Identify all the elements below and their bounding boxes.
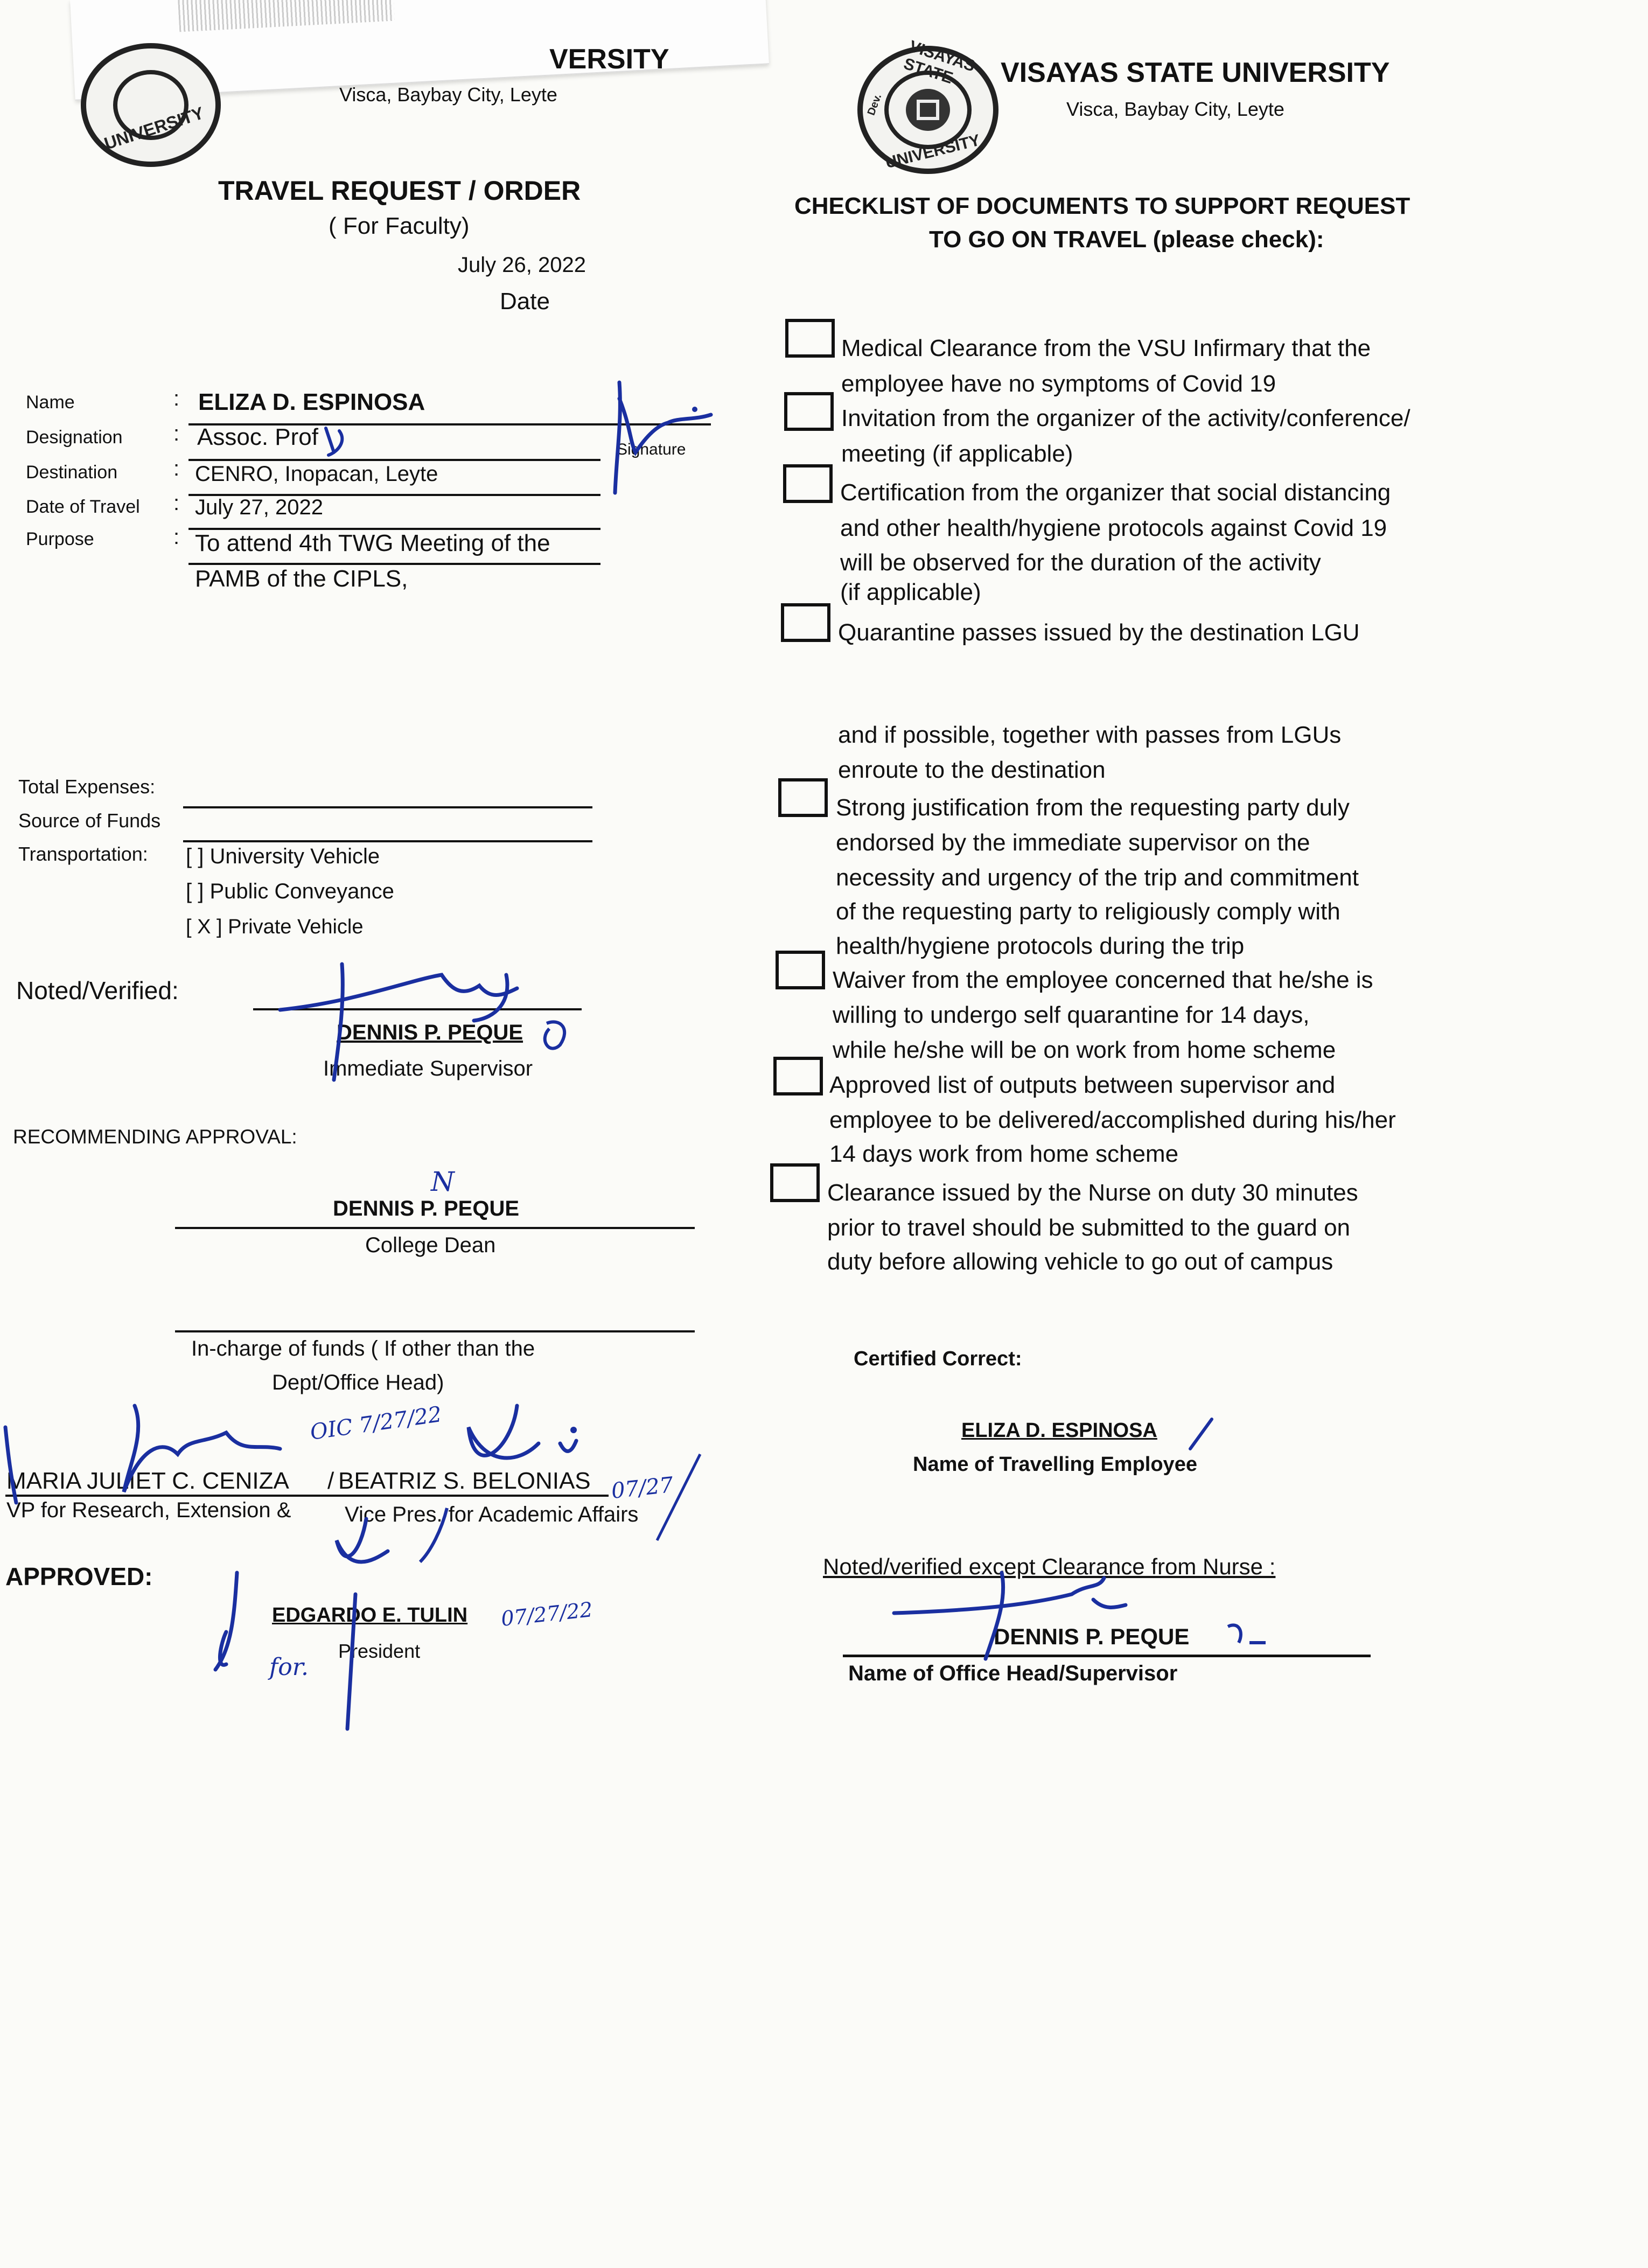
vp2-name: BEATRIZ S. BELONIAS	[338, 1468, 591, 1494]
purpose-underline	[188, 563, 600, 565]
travel-order-title: TRAVEL REQUEST / ORDER	[218, 176, 581, 206]
approved-label: APPROVED:	[5, 1562, 153, 1590]
date-of-travel-label: Date of Travel	[26, 497, 140, 517]
designation-colon: :	[173, 422, 180, 445]
vsu-seal: VISAYAS STATE UNIVERSITY Dev.	[857, 46, 998, 174]
travelling-employee-name: ELIZA D. ESPINOSA	[961, 1419, 1157, 1442]
vp2-title: Vice Pres. for Academic Affairs	[345, 1503, 639, 1526]
dean-name: DENNIS P. PEQUE	[333, 1197, 520, 1220]
incharge-line-1: In-charge of funds ( If other than the	[191, 1337, 535, 1360]
travelling-employee-title: Name of Travelling Employee	[913, 1453, 1197, 1476]
designation-label: Designation	[26, 427, 123, 448]
applicant-signature	[609, 377, 716, 501]
name-label: Name	[26, 392, 75, 413]
checkbox-approved-outputs[interactable]	[773, 1057, 823, 1095]
total-expenses-label: Total Expenses:	[18, 776, 156, 798]
designation-value: Assoc. Prof	[197, 424, 318, 450]
signature-label: Signature	[617, 441, 686, 458]
incharge-signature-line	[175, 1330, 695, 1332]
transport-option-public-conveyance: [ ] Public Conveyance	[186, 880, 394, 903]
office-head-name: DENNIS P. PEQUE	[994, 1624, 1190, 1649]
left-university-seal: UNIVERSITY	[81, 43, 221, 167]
vp-annotation-handwriting: OIC 7/27/22	[308, 1402, 444, 1445]
transport-option-university-vehicle: [ ] University Vehicle	[186, 845, 380, 868]
president-signature	[205, 1508, 539, 1734]
name-value: ELIZA D. ESPINOSA	[198, 389, 425, 415]
designation-ink-mark	[320, 423, 364, 460]
purpose-colon: :	[173, 525, 180, 549]
for-note-handwriting: for.	[269, 1653, 309, 1681]
total-expenses-underline	[183, 806, 592, 808]
vp1-title: VP for Research, Extension &	[6, 1498, 291, 1522]
source-of-funds-label: Source of Funds	[18, 809, 161, 832]
president-name: EDGARDO E. TULIN	[272, 1604, 468, 1627]
checkbox-invitation[interactable]	[784, 392, 834, 431]
vp-separator: /	[327, 1468, 334, 1494]
checkbox-nurse-clearance[interactable]	[770, 1163, 820, 1202]
travel-order-subtitle: ( For Faculty)	[329, 213, 470, 239]
purpose-line-1: To attend 4th TWG Meeting of the	[195, 530, 550, 556]
supervisor-signature	[248, 959, 582, 1083]
vp1-name: MARIA JULIET C. CENIZA	[6, 1468, 289, 1494]
president-date-handwriting: 07/27/22	[500, 1597, 594, 1631]
right-university-address: Visca, Baybay City, Leyte	[1066, 98, 1284, 120]
recommending-approval-label: RECOMMENDING APPROVAL:	[13, 1126, 297, 1148]
transportation-label: Transportation:	[18, 843, 148, 865]
checklist-title-line-1: CHECKLIST OF DOCUMENTS TO SUPPORT REQUEST	[794, 193, 1410, 219]
checkbox-medical-clearance[interactable]	[785, 319, 835, 358]
request-date-value: July 26, 2022	[458, 253, 586, 277]
certified-correct-label: Certified Correct:	[854, 1348, 1022, 1370]
incharge-line-2: Dept/Office Head)	[272, 1371, 444, 1394]
purpose-line-2: PAMB of the CIPLS,	[195, 566, 408, 592]
checkbox-waiver[interactable]	[776, 951, 825, 989]
right-university-name: VISAYAS STATE UNIVERSITY	[1001, 57, 1390, 88]
dean-initial-handwriting: N	[431, 1166, 455, 1197]
checkbox-quarantine-passes[interactable]	[781, 603, 830, 642]
source-of-funds-underline	[183, 840, 592, 842]
date-of-travel-colon: :	[173, 491, 180, 515]
dean-signature-line	[175, 1227, 695, 1229]
destination-value: CENRO, Inopacan, Leyte	[195, 462, 438, 486]
vp-date-handwriting: 07/27	[610, 1473, 675, 1504]
dean-title: College Dean	[365, 1233, 496, 1257]
checkbox-certification[interactable]	[783, 464, 833, 503]
left-university-address: Visca, Baybay City, Leyte	[339, 83, 557, 106]
date-of-travel-value: July 27, 2022	[195, 496, 323, 519]
name-colon: :	[173, 387, 180, 410]
employee-check-mark	[1185, 1416, 1217, 1454]
destination-colon: :	[173, 457, 180, 480]
destination-label: Destination	[26, 462, 118, 483]
checklist-title-line-2: TO GO ON TRAVEL (please check):	[929, 226, 1324, 253]
purpose-label: Purpose	[26, 529, 94, 549]
office-head-title: Name of Office Head/Supervisor	[848, 1662, 1178, 1685]
president-title: President	[338, 1640, 421, 1662]
transport-option-private-vehicle: [ X ] Private Vehicle	[186, 916, 364, 938]
supervisor-name: DENNIS P. PEQUE	[337, 1021, 523, 1044]
request-date-label: Date	[500, 288, 550, 315]
office-head-signature	[894, 1562, 1293, 1670]
noted-except-label: Noted/verified except Clearance from Nurse :	[823, 1554, 1276, 1579]
left-university-name: VERSITY	[549, 44, 669, 75]
designation-underline	[188, 459, 600, 461]
supervisor-title: Immediate Supervisor	[323, 1057, 533, 1080]
checkbox-strong-justification[interactable]	[778, 778, 828, 817]
noted-verified-label: Noted/Verified:	[16, 976, 179, 1004]
